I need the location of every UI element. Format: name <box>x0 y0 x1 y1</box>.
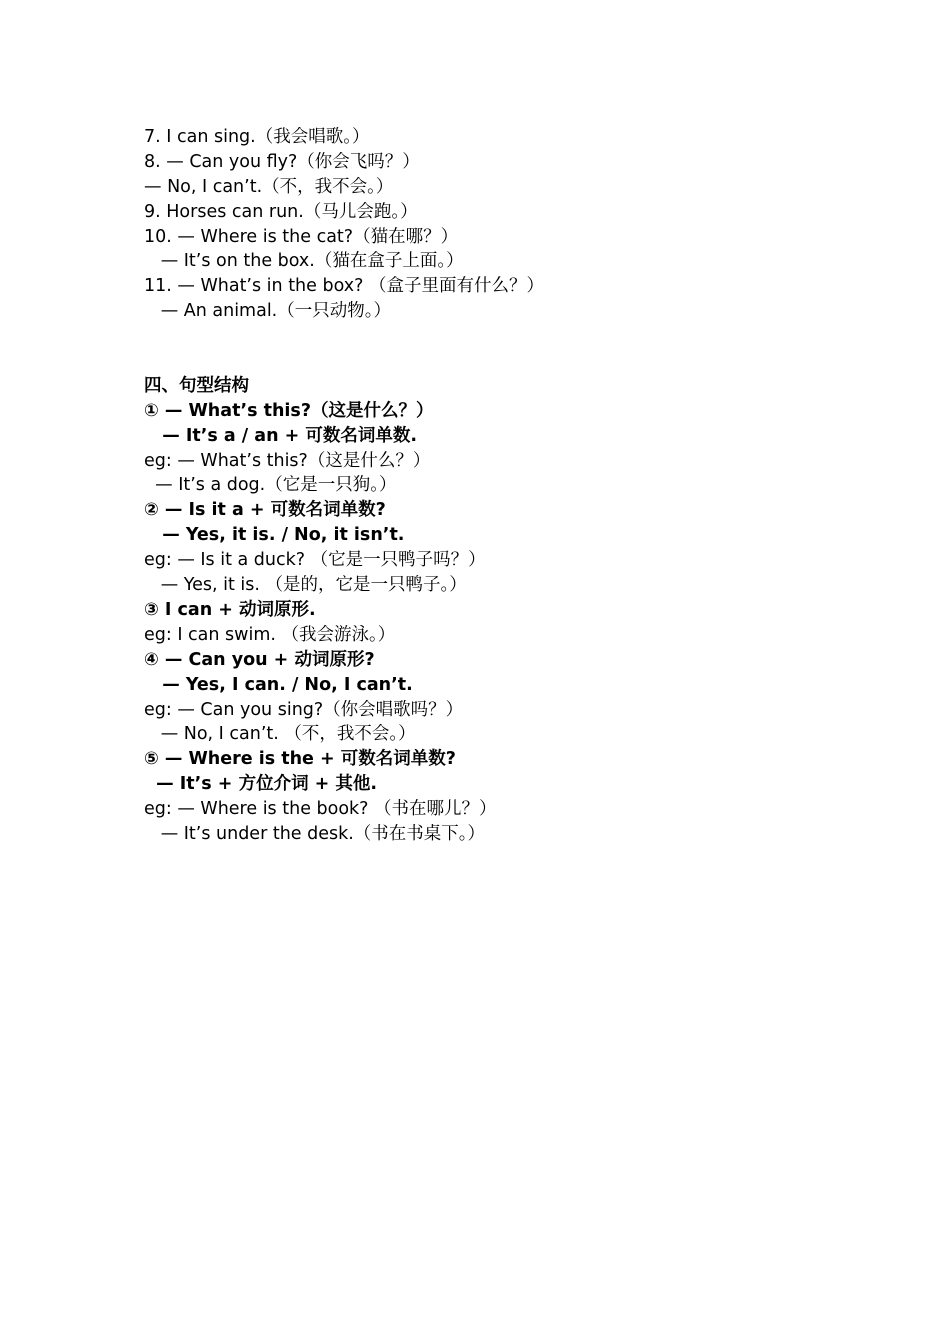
sentence-line: — It’s on the box.（猫在盒子上面。） <box>144 251 464 272</box>
sentence-line: 7. I can sing.（我会唱歌。） <box>144 127 370 147</box>
example-line: — It’s under the desk.（书在书桌下。） <box>144 823 486 844</box>
example-line: eg: — Where is the book? （书在哪儿？） <box>144 799 497 820</box>
pattern-line: ① — What’s this?（这是什么？） <box>144 400 434 421</box>
example-line: — No, I can’t. （不，我不会。） <box>144 724 416 745</box>
example-line: eg: I can swim. （我会游泳。） <box>144 624 396 645</box>
pattern-line: — Yes, it is. / No, it isn’t. <box>144 525 405 546</box>
example-line: eg: — Can you sing?（你会唱歌吗？） <box>144 699 464 720</box>
sentence-line: 10. — Where is the cat?（猫在哪？） <box>144 226 459 247</box>
example-line: eg: — What’s this?（这是什么？） <box>144 450 431 471</box>
sentence-pattern-list <box>144 399 844 847</box>
sentence-line: — No, I can’t.（不，我不会。） <box>144 176 394 197</box>
pattern-line: ⑤ — Where is the + 可数名词单数? <box>144 749 456 770</box>
sentence-line: 11. — What’s in the box? （盒子里面有什么？） <box>144 276 544 297</box>
example-line: — Yes, it is. （是的，它是一只鸭子。） <box>144 575 467 596</box>
section-heading: 四、句型结构 <box>144 375 249 396</box>
pattern-line: ③ I can + 动词原形. <box>144 599 316 620</box>
section-spacer <box>144 324 844 374</box>
pattern-line: — It’s + 方位介词 + 其他. <box>144 774 378 795</box>
example-line: — It’s a dog.（它是一只狗。） <box>144 475 397 496</box>
example-line: eg: — Is it a duck? （它是一只鸭子吗？） <box>144 550 486 571</box>
pattern-line: — Yes, I can. / No, I can’t. <box>144 674 413 695</box>
sentence-line: 9. Horses can run.（马儿会跑。） <box>144 201 418 222</box>
page-content <box>144 125 844 847</box>
pattern-line: — It’s a / an + 可数名词单数. <box>144 425 418 446</box>
sentence-line: — An animal.（一只动物。） <box>144 301 391 322</box>
pattern-line: ② — Is it a + 可数名词单数? <box>144 500 386 521</box>
sentence-line: 8. — Can you fly?（你会飞吗？） <box>144 151 420 172</box>
pattern-line: ④ — Can you + 动词原形? <box>144 649 375 670</box>
